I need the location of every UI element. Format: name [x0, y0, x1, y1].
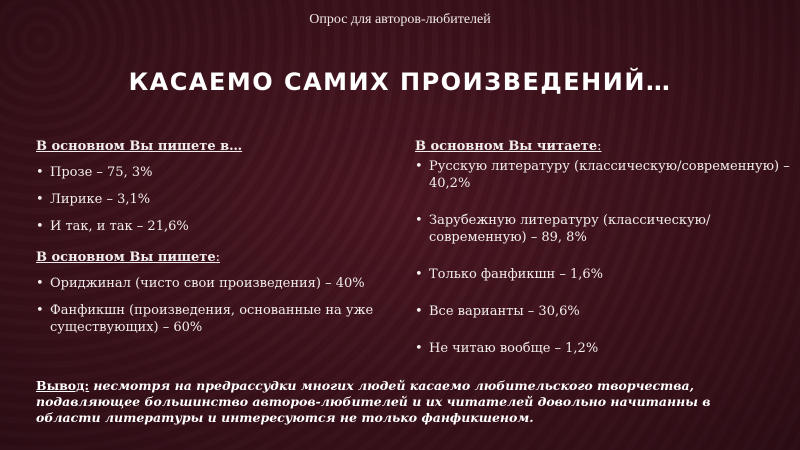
right-column — [415, 138, 790, 357]
left-heading-type-text: В основном Вы пишете — [36, 250, 216, 265]
left-heading-genre: В основном Вы пишете в… — [36, 139, 243, 154]
type-list — [36, 275, 406, 336]
right-heading-colon: : — [597, 139, 602, 154]
right-heading-reading — [415, 138, 790, 155]
left-heading-type — [36, 249, 406, 266]
conclusion-label: Вывод: — [36, 378, 90, 393]
list-item: • Ориджинал (чисто свои произведения) – 40% — [36, 275, 406, 292]
list-item: • Лирике – 3,1% — [36, 191, 406, 208]
list-item: • Прозе – 75, 3% — [36, 164, 406, 181]
conclusion — [36, 378, 776, 426]
reading-list — [415, 158, 790, 357]
list-item: • Фанфикшн (произведения, основанные на уже существующих) – 60% — [36, 302, 406, 336]
slide-title: КАСАЕМО САМИХ ПРОИЗВЕДЕНИЙ… — [128, 68, 672, 96]
left-column — [36, 138, 406, 336]
slide-subtitle: Опрос для авторов-любителей — [309, 12, 491, 27]
genre-list — [36, 164, 406, 235]
list-item: • Только фанфикшн – 1,6% — [415, 266, 790, 283]
list-item: • Русскую литературу (классическую/современную) – 40,2% — [415, 158, 790, 192]
list-item: • Зарубежную литературу (классическую/современную) – 89, 8% — [415, 212, 790, 246]
list-item: • Все варианты – 30,6% — [415, 303, 790, 320]
left-heading-type-colon: : — [215, 250, 220, 265]
right-heading-text: В основном Вы читаете — [415, 139, 598, 154]
list-item: • И так, и так – 21,6% — [36, 218, 406, 235]
list-item: • Не читаю вообще – 1,2% — [415, 340, 790, 357]
conclusion-text: несмотря на предрассудки многих людей касаемо любительского творчества, подавляющее большинство авторов-любителей и их читателей довольно начитанны в области литературы и интересуются не только фанфикшеном. — [36, 378, 711, 425]
